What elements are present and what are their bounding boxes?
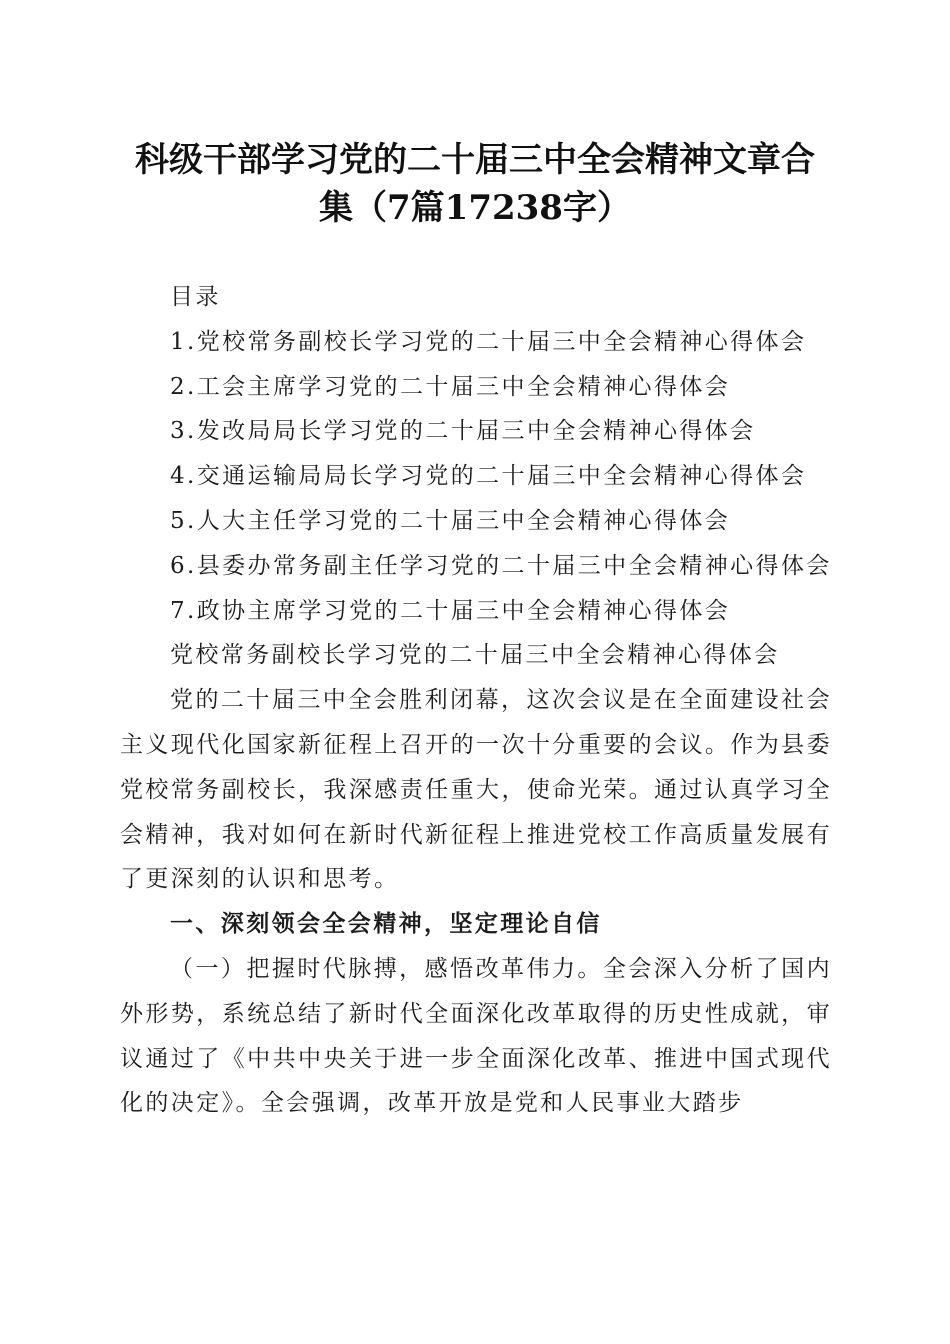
section-heading: 一、深刻领会全会精神，坚定理论自信	[170, 911, 602, 938]
toc-item-2: 2.工会主席学习党的二十届三中全会精神心得体会	[170, 373, 731, 400]
document-title-line-2: 集（7篇17238字）	[319, 188, 631, 228]
toc-label: 目录	[170, 284, 221, 310]
toc-item-7: 7.政协主席学习党的二十届三中全会精神心得体会	[170, 597, 731, 624]
toc-item-5: 5.人大主任学习党的二十届三中全会精神心得体会	[170, 507, 731, 534]
toc-item-1: 1.党校常务副校长学习党的二十届三中全会精神心得体会	[170, 328, 807, 355]
article-title: 党校常务副校长学习党的二十届三中全会精神心得体会	[170, 642, 780, 669]
toc-item-4: 4.交通运输局局长学习党的二十届三中全会精神心得体会	[170, 463, 807, 490]
document-body	[120, 275, 832, 1126]
subsection-paragraph: （一）把握时代脉搏，感悟改革伟力。全会深入分析了国内外形势，系统总结了新时代全面深化改革取得的历史性成就，审议通过了《中共中央关于进一步全面深化改革、推进中国式现代化的决定》。全会强调，改革开放是党和人民事业大踏步	[120, 955, 832, 1117]
intro-paragraph: 党的二十届三中全会胜利闭幕，这次会议是在全面建设社会主义现代化国家新征程上召开的一次十分重要的会议。作为县委党校常务副校长，我深感责任重大，使命光荣。通过认真学习全会精神，我对如何在新时代新征程上推进党校工作高质量发展有了更深刻的认识和思考。	[120, 687, 832, 893]
document-title-line-1: 科级干部学习党的二十届三中全会精神文章合	[135, 140, 815, 180]
toc-item-3: 3.发改局局长学习党的二十届三中全会精神心得体会	[170, 418, 756, 445]
toc-item-6: 6.县委办常务副主任学习党的二十届三中全会精神心得体会	[170, 552, 832, 579]
document-title	[110, 136, 840, 232]
